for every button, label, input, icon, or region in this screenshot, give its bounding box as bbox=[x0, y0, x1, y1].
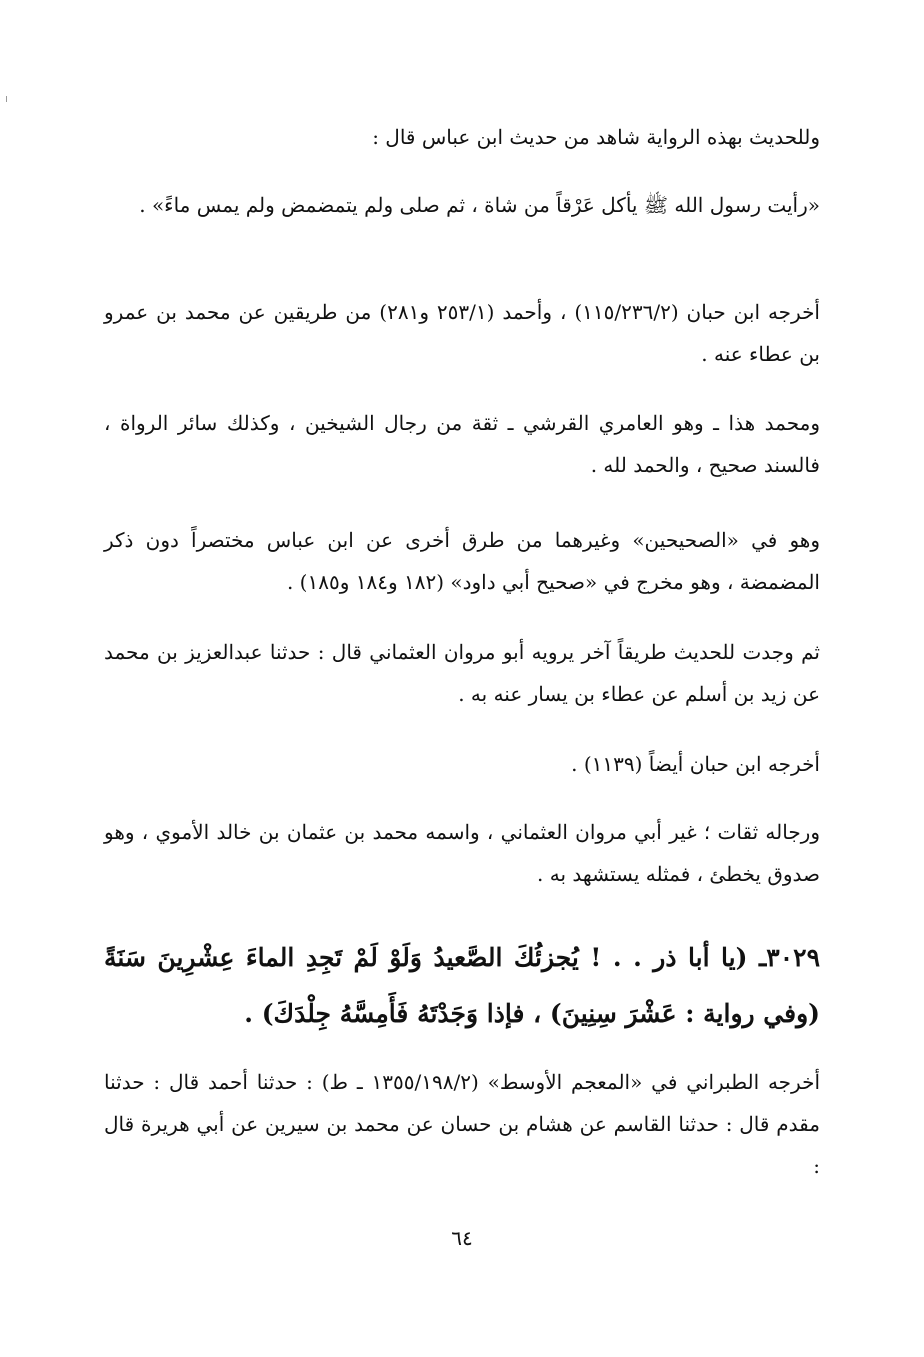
paragraph-ibn-hibban-1139: أخرجه ابن حبان أيضاً (١١٣٩) . bbox=[571, 752, 820, 776]
paragraph-sahihain: وهو في «الصحيحين» وغيرهما من طرق أخرى عن ابن عباس مختصراً دون ذكر المضمضة ، وهو مخرج في «صحيح أبي داود» (١٨٢ و١٨٤ و١٨٥) . bbox=[104, 528, 820, 594]
hadith-heading: ٣٠٢٩ـ (يا أبا ذر . . ! يُجزئُكَ الصَّعيدُ وَلَوْ لَمْ تَجِدِ الماءَ عِشْرِينَ سَنَةً (وفي رواية : عَشْرَ سِنِينَ) ، فإذا وَجَدْتَهُ فَأَمِسَّهُ جِلْدَكَ) . bbox=[104, 943, 820, 1028]
paragraph-muhammad-narrator: ومحمد هذا ـ وهو العامري القرشي ـ ثقة من رجال الشيخين ، وكذلك سائر الرواة ، فالسند صحيح ، والحمد لله . bbox=[104, 411, 820, 477]
page-number: ٦٤ bbox=[451, 1226, 473, 1250]
paragraph-ibn-abbas-quote: «رأيت رسول الله ﷺ يأكل عَرْقاً من شاة ، ثم صلى ولم يتمضمض ولم يمس ماءً» . bbox=[139, 193, 820, 217]
paragraph-narrators-reliable: ورجاله ثقات ؛ غير أبي مروان العثماني ، واسمه محمد بن عثمان بن خالد الأموي ، وهو صدوق يخطئ ، فمثله يستشهد به . bbox=[104, 820, 820, 886]
paragraph-supporting-witness: وللحديث بهذه الرواية شاهد من حديث ابن عباس قال : bbox=[372, 125, 820, 149]
paragraph-another-route: ثم وجدت للحديث طريقاً آخر يرويه أبو مروان العثماني قال : حدثنا عبدالعزيز بن محمد عن زيد بن أسلم عن عطاء بن يسار عنه به . bbox=[104, 640, 820, 706]
paragraph-tabarani: أخرجه الطبراني في «المعجم الأوسط» (١٣٥٥/١٩٨/٢ ـ ط) : حدثنا أحمد قال : حدثنا مقدم قال : حدثنا القاسم عن هشام بن حسان عن محمد بن سيرين عن أبي هريرة قال : bbox=[104, 1070, 820, 1178]
paragraph-ibn-hibban-ahmad: أخرجه ابن حبان (١١٥/٢٣٦/٢) ، وأحمد (٢٥٣/١ و٢٨١) من طريقين عن محمد بن عمرو بن عطاء عنه . bbox=[104, 300, 820, 366]
page-edge-mark bbox=[6, 96, 7, 102]
